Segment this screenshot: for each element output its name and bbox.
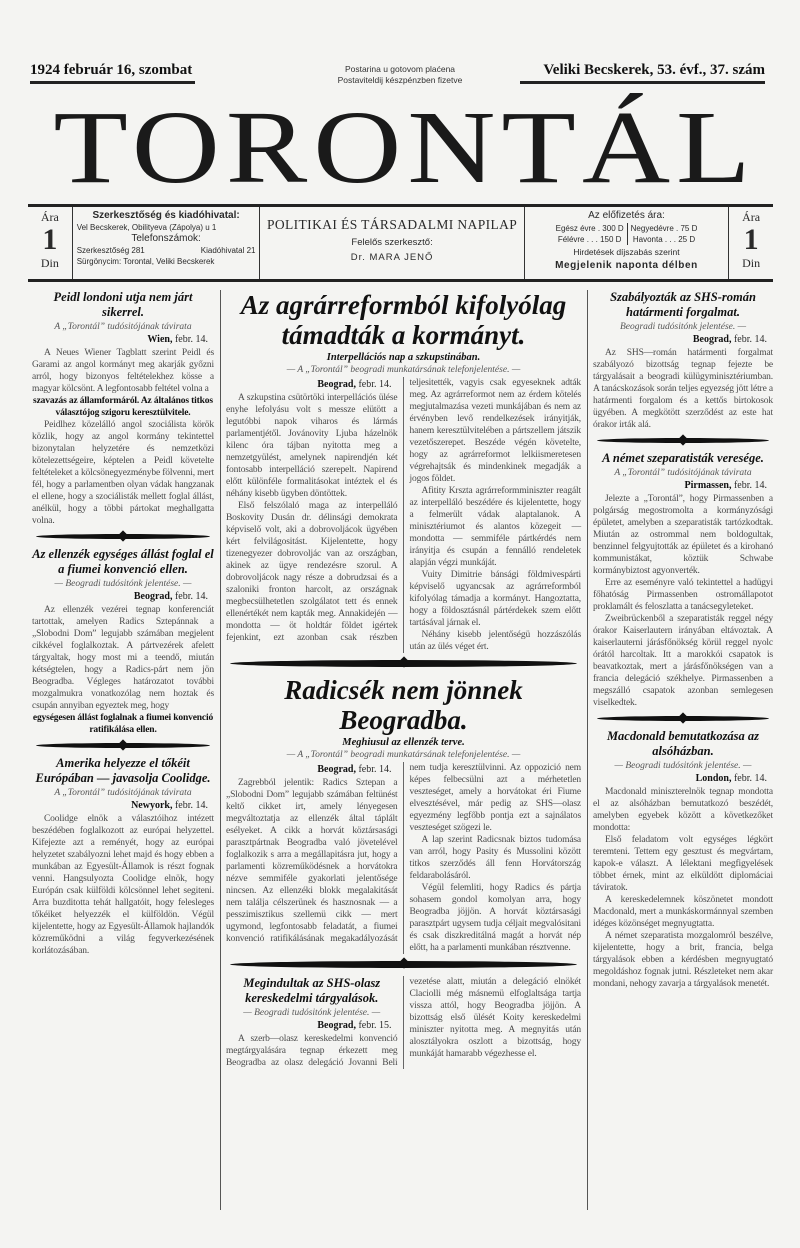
article-byline: A „Torontál” tudósitójának távirata (54, 788, 192, 798)
article-headline: Az agrárreformból kifolyólag támadták a kormányt. (240, 290, 567, 350)
price-label: Ára (742, 210, 761, 224)
article-ellenzek (32, 547, 214, 736)
issue-place-number (520, 62, 765, 84)
article-peidl (32, 290, 214, 527)
ornament-divider (36, 743, 210, 748)
postal-line-1: Postarina u gotovom plaćena (344, 64, 456, 74)
dateline-date: febr. 14. (733, 773, 767, 784)
article-agrar (226, 290, 581, 653)
article-headline: Radicsék nem jönnek Beogradba. (284, 675, 523, 735)
right-column (593, 290, 773, 990)
ads-note: Hirdetések díjszabás szerint (573, 247, 680, 257)
paragraph: Az ellenzék vezérei tegnap konferenciát tartottak, amelyen Radics Sztepánnak a „Slobodni Dom” legujabb számában megjelent cikkével foglalkoztak. A pártvezérek afelett tárgyaltak, hogy most mi a teendő, miután kétségtelen, hogy a Radics-párt nem jön Beogradba. Végleges határozatot további mozgalmukra vonatkozólag nem hoztak és csupán annyiban egyeztek meg, hogy (32, 605, 214, 711)
article-headline: A német szeparatisták veresége. (602, 451, 764, 465)
dateline-date: febr. 14. (733, 480, 767, 491)
paragraph: A szkupstina csütörtöki interpellációs ülése enyhe lefolyásu volt s messze elütött a legutóbbi napok viharos és lármás parlamentjétől. Jovánovity Ljuba házelnök kilenc óra tájban nyitotta meg a nemzetgyülést, amelynek napirendjén két fontosabb interpelláció szerepelt. Napirend előtt különféle formalitásokat intéztek el és néhány kisebb ügyben döntöttek. (226, 393, 398, 499)
sub-year: Egész évre . 300 D (553, 223, 628, 234)
article-byline: Beogradi tudósitónk jelentése. — (619, 322, 747, 332)
article-radics (226, 675, 581, 954)
article-byline: A „Torontál” tudósitójának távirata (54, 322, 192, 332)
price-box-left (28, 207, 73, 279)
paragraph: Első feladatom volt egységes légkört teremteni. Tettem egy gesztust és megvártam, kapok-e választ. A lélektani megfigyelések többet érnek, mint az elküldött diplomáciai táviratok. (593, 835, 773, 893)
article-dateline (32, 334, 208, 345)
paragraph: A Neues Wiener Tagblatt szerint Peidl és Garami az angol kormányt meg akarják győzni arról, hogy bizonyos feltételekhez kösse a magyar kölcsönt. A legfontosabb feltétel volna a (32, 348, 214, 394)
article-byline: — Beogradi tudósitónk jelentése. — (243, 1008, 381, 1018)
subscription-info (525, 207, 730, 279)
dateline-date: febr. 14. (358, 379, 392, 390)
subscription-title: Az előfizetés ára: (588, 210, 665, 221)
paragraph: Néhány kisebb jelentőségü hozzászólás után az ülés véget ért. (409, 630, 581, 652)
issue-place-text: Veliki Becskerek, 53. évf., 37. szám (543, 62, 765, 78)
price-unit: Din (742, 256, 761, 270)
article-headline: Amerika helyezze el tőkéit Európában — javasolja Coolidge. (35, 756, 211, 785)
article-headline: Macdonald bemutatkozása az alsóházban. (606, 729, 760, 758)
paragraph: A német szeparatista mozgalomról beszélve, kijelentette, hogy a brit, francia, belga tárgyalások ebben a kérdésben megnyugtató megoldáshoz fognak jutni. Részleteket nem akar mondani, nehogy zavarja a tárgyalások menetét. (593, 931, 773, 989)
paragraph: Peidlhez közelálló angol szociálista körök közlik, hogy az angol kormány tekintettel bizonytalan helyzetére és nemzetközi kötelezettségeire, képtelen a Peidl követelte feltételeket a kölcsönegyezménybe fölvenni, mert fél, hogy a parlamentben olyan vádak hangzanak el ellene, hogy a szociálisták mellett foglal állást, anélkül, hogy a többi pártokat meghallgatta volna. (32, 420, 214, 526)
dateline-place: Newyork, (131, 800, 173, 811)
dateline-place: Beograd, (133, 591, 173, 602)
paragraph: A lap szerint Radicsnak biztos tudomása van arról, hogy Pasity és Mussolini között titkos szerződés áll fenn Horvátország feldarabolásáról. (409, 835, 581, 881)
article-dateline (226, 379, 392, 390)
sub-half: Félévre . . . 150 D (553, 234, 628, 245)
article-byline: — Beogradi tudósitónk jelentése. — (614, 761, 752, 771)
dateline-date: febr. 14. (174, 591, 208, 602)
dateline-place: Beograd, (317, 764, 356, 775)
left-column (32, 290, 214, 957)
article-subhead: Meghiusul az ellenzék terve. (342, 737, 465, 748)
postal-note (300, 64, 500, 86)
article-headline: Az ellenzék egységes állást foglal el a fiumei konvenció ellen. (32, 547, 214, 576)
article-dateline (593, 480, 767, 491)
paragraph: Coolidge elnök a választóihoz intézett beszédében foglalkozott az európai helyzettel. Kifejezte azt a reményét, hogy az európai helyzetet szabályozni lehet majd és hogy ebben a munkában az Egyesült-Államok is részt fognak venni. Hangsulyozta Coolidge elnök, hogy Európán csak külföldi kölcsönnel lehet segiteni. Arra buzditotta tehát hallgatóit, hogy felesleges tőkéiket helyezzék el külföldön. Végül kijelentette, hogy az Egyesült-Államok hajlandók közreműködni a világ fegyverkezésének korlátozásában. (32, 814, 214, 956)
article-headline: Peidl londoni utja nem járt sikerrel. (53, 290, 193, 319)
article-dateline (593, 773, 767, 784)
paragraph: Afitity Krszta agrárreformminiszter reagált az interpelláló beszédére és kijelentette, hogy a felmerült vádak alaptalanok. A minisztériumot és alantos közegeit — mondotta — semmiféle pártkérdés nem irányitja és csupán a fennálló rendeletek alapján végzi munkáját. (409, 486, 581, 568)
office-title: Szerkesztőség és kiadóhivatal: (92, 210, 240, 221)
masthead-title: TORONTÁL (53, 90, 757, 205)
article-subhead: Interpellációs nap a szkupstinában. (326, 352, 481, 363)
paragraph: Vuity Dimitrie bánsági földmivespárti képviselő ugyancsak az agrárreformból kifolyólag támadja a kormányt. Hangoztatta, hogy a földosztásnál pártérdekek szem előtt tartásával járnak el. (409, 570, 581, 628)
dateline-place: Beograd, (317, 379, 356, 390)
article-nemet (593, 451, 773, 709)
article-amerika (32, 756, 214, 957)
price-label: Ára (40, 210, 59, 224)
dateline-date: febr. 14. (358, 764, 392, 775)
article-megindultak (226, 976, 581, 1069)
center-column (226, 290, 581, 1069)
dateline-place: London, (695, 773, 732, 784)
dateline-place: Wien, (147, 334, 173, 345)
price-value: 1 (42, 223, 58, 256)
paper-info (260, 207, 524, 279)
ornament-divider (230, 660, 577, 667)
sub-month: Havonta . . . 25 D (632, 235, 696, 244)
column-rule (587, 290, 588, 1210)
article-headline: Megindultak az SHS-olasz kereskedelmi tárgyalások. (243, 976, 381, 1005)
dateline-date: febr. 14. (174, 334, 208, 345)
price-box-right (729, 207, 773, 279)
emphasis-paragraph: egységesen állást foglalnak a fiumei konvenció ratifikálása ellen. (32, 713, 214, 735)
phone-editorial: Szerkesztőség 281 (76, 245, 145, 255)
phone-title: Telefonszámok: (131, 233, 201, 244)
article-byline: — A „Torontál” beogradi munkatársának telefonjelentése. — (286, 750, 521, 760)
issue-date (30, 62, 195, 84)
article-macdonald (593, 729, 773, 990)
dateline-place: Pirmassen, (684, 480, 732, 491)
issue-date-text: 1924 február 16, szombat (30, 62, 193, 78)
emphasis-paragraph: szavazás az államformáról. Az általános titkos választójog szigoru keresztülvitele. (33, 396, 213, 418)
office-info (73, 207, 261, 279)
ornament-divider (597, 716, 769, 721)
editor-label: Felelős szerkesztő: (351, 237, 433, 248)
article-byline: A „Torontál” tudósitójának távirata (614, 468, 752, 478)
postal-line-2: Postaviteldij készpénzben fizetve (337, 75, 463, 85)
ornament-divider (597, 438, 769, 443)
paragraph: Erre az eseményre való tekintettel a hadügyi főhatóság Pirmassenben ostromállapotot proklamált és feloszlatta a tanácsegyleteket. (593, 578, 773, 612)
article-dateline (226, 764, 392, 775)
office-address: Vel Becskerek, Obilityeva (Zápolya) u 1 (76, 222, 217, 232)
paragraph: Végül felemliti, hogy Radics és pártja sohasem gondol komolyan arra, hogy Beogradba jöjjön. A horvát köztársasági parasztpárt ugysem tudja céljait megvalósitani és csak diszkreditálná magát a horvát nép előtt, ha a parlamenti munkában résztvenne. (409, 883, 581, 953)
article-headline: Szabályozták az SHS-román határmenti forgalmat. (610, 290, 756, 319)
paragraph: Az SHS—román határmenti forgalmat szabályozó bizottság tegnap fejezte be tárgyalásait a beogradi külügyminisztériumban. A tanácskozások során teljes egyezség jött létre a határmenti forgalom és a kettős birtokosok ügyében. A megkötött szerződést az este hat órakor irták alá. (593, 348, 773, 430)
dateline-date: febr. 14. (733, 334, 767, 345)
ornament-divider (230, 961, 577, 968)
column-rule (220, 290, 221, 1210)
article-byline: — A „Torontál” beogradi munkatársának telefonjelentése. — (286, 365, 521, 375)
subscription-table (553, 223, 701, 245)
ornament-divider (36, 534, 210, 539)
article-dateline (593, 334, 767, 345)
price-value: 1 (743, 223, 759, 256)
article-body (226, 762, 581, 954)
phone-publisher: Kiadóhivatal 21 (200, 245, 256, 255)
article-body (226, 377, 581, 653)
divider (30, 81, 195, 84)
article-dateline (32, 591, 208, 602)
telegram-address: Sürgönycim: Torontal, Veliki Becskerek (76, 257, 215, 266)
dateline-place: Beograd, (692, 334, 732, 345)
article-byline: — Beogradi tudósitónk jelentése. — (54, 579, 192, 589)
paper-type: POLITIKAI ÉS TÁRSADALMI NAPILAP (266, 217, 518, 232)
dateline-place: Beograd, (317, 1020, 356, 1031)
paragraph: Zweibrückenből a szeparatisták reggel négy órakor Kaiserlautern irányában eltávoztak. A kaiserlauterni járásfőnökség körül reggel nyolc órától harcoltak. Itt a marokkói csapatok is beavatkoztak, mert a járásfőnökségen van a francia delegáció székhelye. Pirmassenben a megszálló csapatok azonban semlegesen viselkedtek. (593, 614, 773, 708)
divider (520, 81, 765, 84)
paragraph: A szerb—olasz kereskedelmi konvenció megtárgyalására tegnap érkezett meg Beogradba az olasz delegáció Jovanni Beli vezetése alatt, miután a delegáció elnökét Claciolli még másnemü elfoglaltsága tartja vissza attól, hogy Beogradba jöjjön. A bizottság első ülését Koity kereskedelmi miniszter nyitotta meg. A megnyitás után alosztályokra oszlott a bizottság, hogy munkáját hamarabb végezhesse el. (226, 977, 581, 1068)
sub-quarter: Negyedévre . 75 D (630, 224, 698, 233)
publication-note: Megjelenik naponta délben (555, 260, 698, 271)
paragraph: A kereskedelemnek köszönetet mondott Macdonald, mert a munkáskormánnyal szemben idéges közönséget megnyugtatta. (593, 895, 773, 929)
article-szabalyoztak (593, 290, 773, 431)
article-dateline (32, 800, 208, 811)
paragraph: Jelezte a „Torontál”, hogy Pirmassenben a polgárság megostromolta a kormányzósági épületet, amelyben a szeparatisták tartózkodtak. Miután az ostrommal nem boldogultak, benzinnel felgyujtották az épületet és a kirohanó kommunistákat, köztük Schwabe kormánybiztost agyonverték. (593, 494, 773, 576)
editor-name: Dr. MARA JENŐ (350, 252, 434, 263)
info-bar (28, 204, 773, 282)
dateline-date: febr. 15. (358, 1020, 392, 1031)
price-unit: Din (40, 256, 59, 270)
article-dateline (226, 1020, 392, 1031)
paragraph: Macdonald miniszterelnök tegnap mondotta el az alsóházban bemutatkozó beszédét, amelyben egyebek között a következőket mondotta: (593, 787, 773, 833)
dateline-date: febr. 14. (174, 800, 208, 811)
paragraph: Első felszólaló maga az interpelláló Boskovity Dusán dr. délinsági demokrata képviselő volt, aki a dobrovoljácok ügyében kért felvilágositást. Kijelentette, hogy tizenegyezer dobrovoljác van az országban, akinek az ügye rendezésre szorul. A dobrovoljácok nagy része a dobrudzsai és a szaloniki fronton harcolt, az országnak megbecsülhetetlen szolgálatot tett és ennek ellenértékét nem kapták meg. Annakidején — mondotta — öt holdtár földet igértek fejenkint, ezt azonban csak részben teljesitették, vagyis csak egyeseknek adták meg. Az agrárreformot nem az érdem kötelés megjutalmazása vezeti munkájában és nem az érvényben levő rendelkezések irányitják, hanem keresztülvitelében a pártszellem játszik vezetőszerepet. Beszéde végén követelte, hogy az agrárreformot lelkiismeretesen végrehajtsák és mindenkinek megadják a jogos földet. (226, 378, 581, 643)
paragraph: Zagrebból jelentik: Radics Sztepan a „Slobodni Dom” legujabb számában feltünést keltő cikket irt, amely lényegesen megváltoztatja az ellenzék által táplált esélyeket. A cikk a horvát köztársasági parasztpártnak Beogradba való jövetelével foglalkozik s arra a megállapitásra jut, hogy a parlamenti közreműködésnek a horvátokra nézve semmiféle gyakorlati jelentősége nincsen. Az ellenzéki blokk megalakitását nem találja célszerünek és hasznosnak — a pesszimisztikus szellemü cikk — mert ugymond, legfontosabb feladatát, a fiumei konvenció ratifikálásának megakadályozását nem tudja keresztülvinni. Az oppozició nem képes felbecsülni azt a mérhetetlen veszteséget, amely a horvátokat éri Fiume elvesztésével, már pedig az SHS—olasz egyezmény legfőbb pontja ezt a sajnálatos veszteséget szögezi le. (226, 763, 581, 944)
